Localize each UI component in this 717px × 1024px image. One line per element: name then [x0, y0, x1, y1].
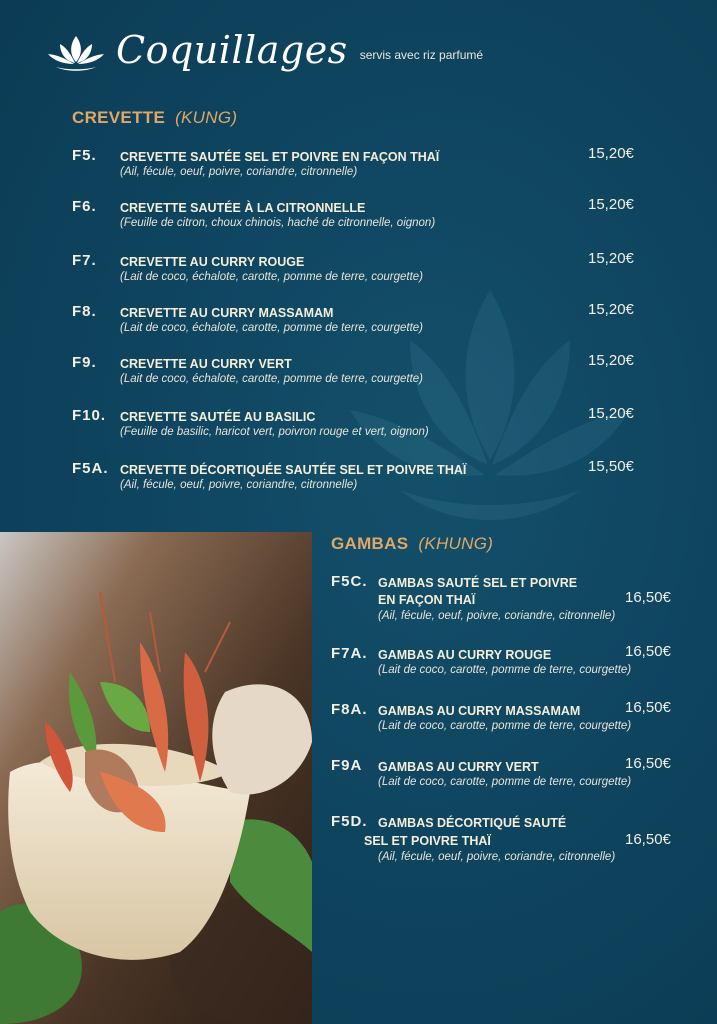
item-price: 15,20€	[588, 301, 634, 318]
item-description: (Lait de coco, échalote, carotte, pomme de terre, courgette)	[120, 271, 423, 283]
item-description: (Lait de coco, carotte, pomme de terre, courgette)	[378, 720, 632, 732]
item-description: (Feuille de citron, choux chinois, haché de citronnelle, oignon)	[120, 217, 436, 229]
item-code: F9.	[72, 354, 97, 371]
item-code: F5C.	[331, 573, 368, 590]
item-description: (Lait de coco, échalote, carotte, pomme de terre, courgette)	[120, 373, 423, 385]
item-description: (Feuille de basilic, haricot vert, poivron rouge et vert, oignon)	[120, 426, 429, 438]
item-name: CREVETTE SAUTÉE À LA CITRONNELLE	[120, 201, 366, 215]
page-header	[46, 28, 483, 72]
item-code: F5.	[72, 147, 97, 164]
item-price: 15,20€	[588, 196, 634, 213]
item-price: 16,50€	[625, 699, 671, 716]
item-description: (Lait de coco, carotte, pomme de terre, courgette)	[378, 776, 632, 788]
item-price: 15,20€	[588, 145, 634, 162]
item-code: F8.	[72, 303, 97, 320]
item-code: F9A	[331, 757, 363, 774]
item-price: 15,20€	[588, 405, 634, 422]
item-name: GAMBAS AU CURRY ROUGE	[378, 648, 552, 662]
page-subtitle: servis avec riz parfumé	[359, 48, 484, 62]
item-code: F7.	[72, 252, 97, 269]
page-title: Coquillages	[116, 28, 348, 72]
item-code: F6.	[72, 198, 97, 215]
lotus-icon	[46, 32, 106, 72]
item-description: (Ail, fécule, oeuf, poivre, coriandre, citronnelle)	[378, 610, 616, 622]
item-price: 16,50€	[625, 831, 671, 848]
dish-photo	[0, 532, 312, 1024]
item-code: F10.	[72, 407, 107, 424]
section-heading-crevette	[72, 108, 237, 128]
section-heading-gambas	[331, 534, 493, 554]
item-code: F7A.	[331, 645, 368, 662]
item-price: 15,20€	[588, 250, 634, 267]
item-description: (Lait de coco, échalote, carotte, pomme de terre, courgette)	[120, 322, 423, 334]
item-code: F8A.	[331, 701, 368, 718]
item-name: GAMBAS AU CURRY VERT	[378, 760, 539, 774]
item-name: GAMBAS DÉCORTIQUÉ SAUTÉ	[378, 816, 567, 830]
item-code: F5A.	[72, 460, 109, 477]
item-name-line2: SEL ET POIVRE THAÏ	[364, 834, 491, 848]
item-name-line2: EN FAÇON THAÏ	[378, 593, 476, 607]
item-price: 15,20€	[588, 352, 634, 369]
item-description: (Lait de coco, carotte, pomme de terre, courgette)	[378, 664, 632, 676]
item-description: (Ail, fécule, oeuf, poivre, coriandre, citronnelle)	[120, 166, 358, 178]
item-name: CREVETTE AU CURRY ROUGE	[120, 255, 305, 269]
item-price: 15,50€	[588, 458, 634, 475]
section-subtitle: (KHUNG)	[418, 534, 494, 553]
section-subtitle: (KUNG)	[175, 108, 238, 127]
item-name: CREVETTE DÉCORTIQUÉE SAUTÉE SEL ET POIVRE THAÏ	[120, 463, 467, 477]
item-name: CREVETTE AU CURRY VERT	[120, 357, 292, 371]
section-title: CREVETTE	[72, 108, 166, 127]
section-title: GAMBAS	[331, 534, 409, 553]
item-name: CREVETTE SAUTÉE AU BASILIC	[120, 410, 316, 424]
item-name: CREVETTE AU CURRY MASSAMAM	[120, 306, 334, 320]
item-description: (Ail, fécule, oeuf, poivre, coriandre, citronnelle)	[378, 851, 616, 863]
item-price: 16,50€	[625, 589, 671, 606]
item-code: F5D.	[331, 813, 368, 830]
item-description: (Ail, fécule, oeuf, poivre, coriandre, citronnelle)	[120, 479, 358, 491]
item-price: 16,50€	[625, 643, 671, 660]
item-name: CREVETTE SAUTÉE SEL ET POIVRE EN FAÇON THAÏ	[120, 150, 440, 164]
item-name: GAMBAS SAUTÉ SEL ET POIVRE	[378, 576, 578, 590]
item-price: 16,50€	[625, 755, 671, 772]
item-name: GAMBAS AU CURRY MASSAMAM	[378, 704, 581, 718]
